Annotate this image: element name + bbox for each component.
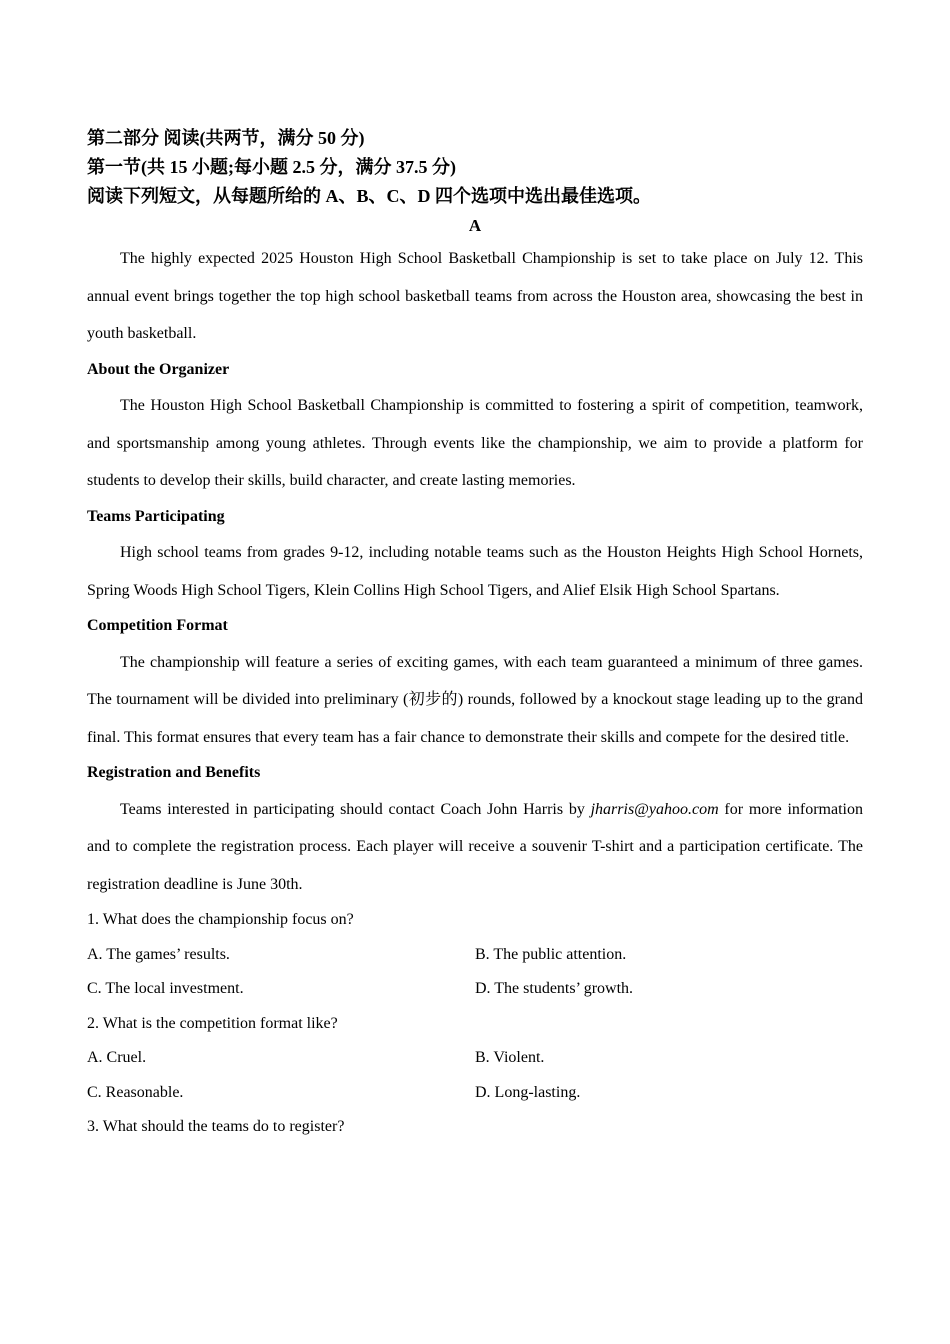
question-1-option-c: C. The local investment. — [87, 980, 244, 997]
organizer-paragraph: The Houston High School Basketball Championship is committed to fostering a spirit of competition, teamwork, and sportsmanship among young athletes. Through events like the championship, we aim to provide a platform for students to develop their skills, build character, and create lasting memories. — [87, 397, 863, 489]
registration-paragraph — [87, 791, 863, 904]
intro-paragraph: The highly expected 2025 Houston High School Basketball Championship is set to take place on July 12. This annual event brings together the top high school basketball teams from across the Houston area, showcasing the best in youth basketball. — [87, 250, 863, 342]
question-2-stem: 2. What is the competition format like? — [87, 1014, 338, 1032]
question-2-option-b: B. Violent. — [475, 1049, 545, 1066]
question-2-options-row-1 — [87, 1041, 863, 1076]
registration-text-after: for more information and to complete the registration process. Each player will receive a souvenir T-shirt and a participation certificate. The registration deadline is June 30th. — [87, 800, 863, 893]
teams-paragraph: High school teams from grades 9-12, including notable teams such as the Houston Heights High School Hornets, Spring Woods High School Tigers, Klein Collins High School Tigers, and Alief Elsik High School Spartans. — [87, 544, 863, 599]
organizer-heading: About the Organizer — [87, 360, 230, 378]
registration-heading: Registration and Benefits — [87, 764, 261, 781]
question-2-option-c: C. Reasonable. — [87, 1083, 184, 1101]
format-heading: Competition Format — [87, 617, 228, 634]
question-1-options-row-1 — [87, 938, 863, 973]
question-1-options-row-2 — [87, 972, 863, 1007]
coach-email: jharris@yahoo.com — [590, 800, 719, 818]
section-title: 第二部分 阅读(共两节，满分 50 分) — [87, 128, 365, 148]
instructions: 阅读下列短文，从每题所给的 A、B、C、D 四个选项中选出最佳选项。 — [87, 186, 651, 206]
question-2-options-row-2 — [87, 1076, 863, 1111]
question-1-option-b: B. The public attention. — [475, 945, 627, 963]
question-1-option-d: D. The students’ growth. — [475, 980, 634, 997]
format-paragraph: The championship will feature a series of exciting games, with each team guaranteed a minimum of three games. The tournament will be divided into preliminary (初步的) rounds, followed by a knockout stage leading up to the grand final. This format ensures that every team has a fair chance to demonstrate their skills and compete for the desired title. — [87, 653, 863, 746]
question-2-option-a: A. Cruel. — [87, 1049, 147, 1066]
subsection-title: 第一节(共 15 小题;每小题 2.5 分，满分 37.5 分) — [87, 157, 456, 177]
question-1-option-a: A. The games’ results. — [87, 945, 230, 963]
question-3-stem: 3. What should the teams do to register? — [87, 1118, 345, 1135]
passage-letter: A — [468, 216, 482, 235]
question-2-option-d: D. Long-lasting. — [475, 1083, 581, 1101]
registration-text-before: Teams interested in participating should contact Coach John Harris by — [120, 800, 591, 818]
page-content — [87, 124, 863, 1145]
question-1-stem: 1. What does the championship focus on? — [87, 911, 354, 928]
teams-heading: Teams Participating — [87, 507, 225, 525]
